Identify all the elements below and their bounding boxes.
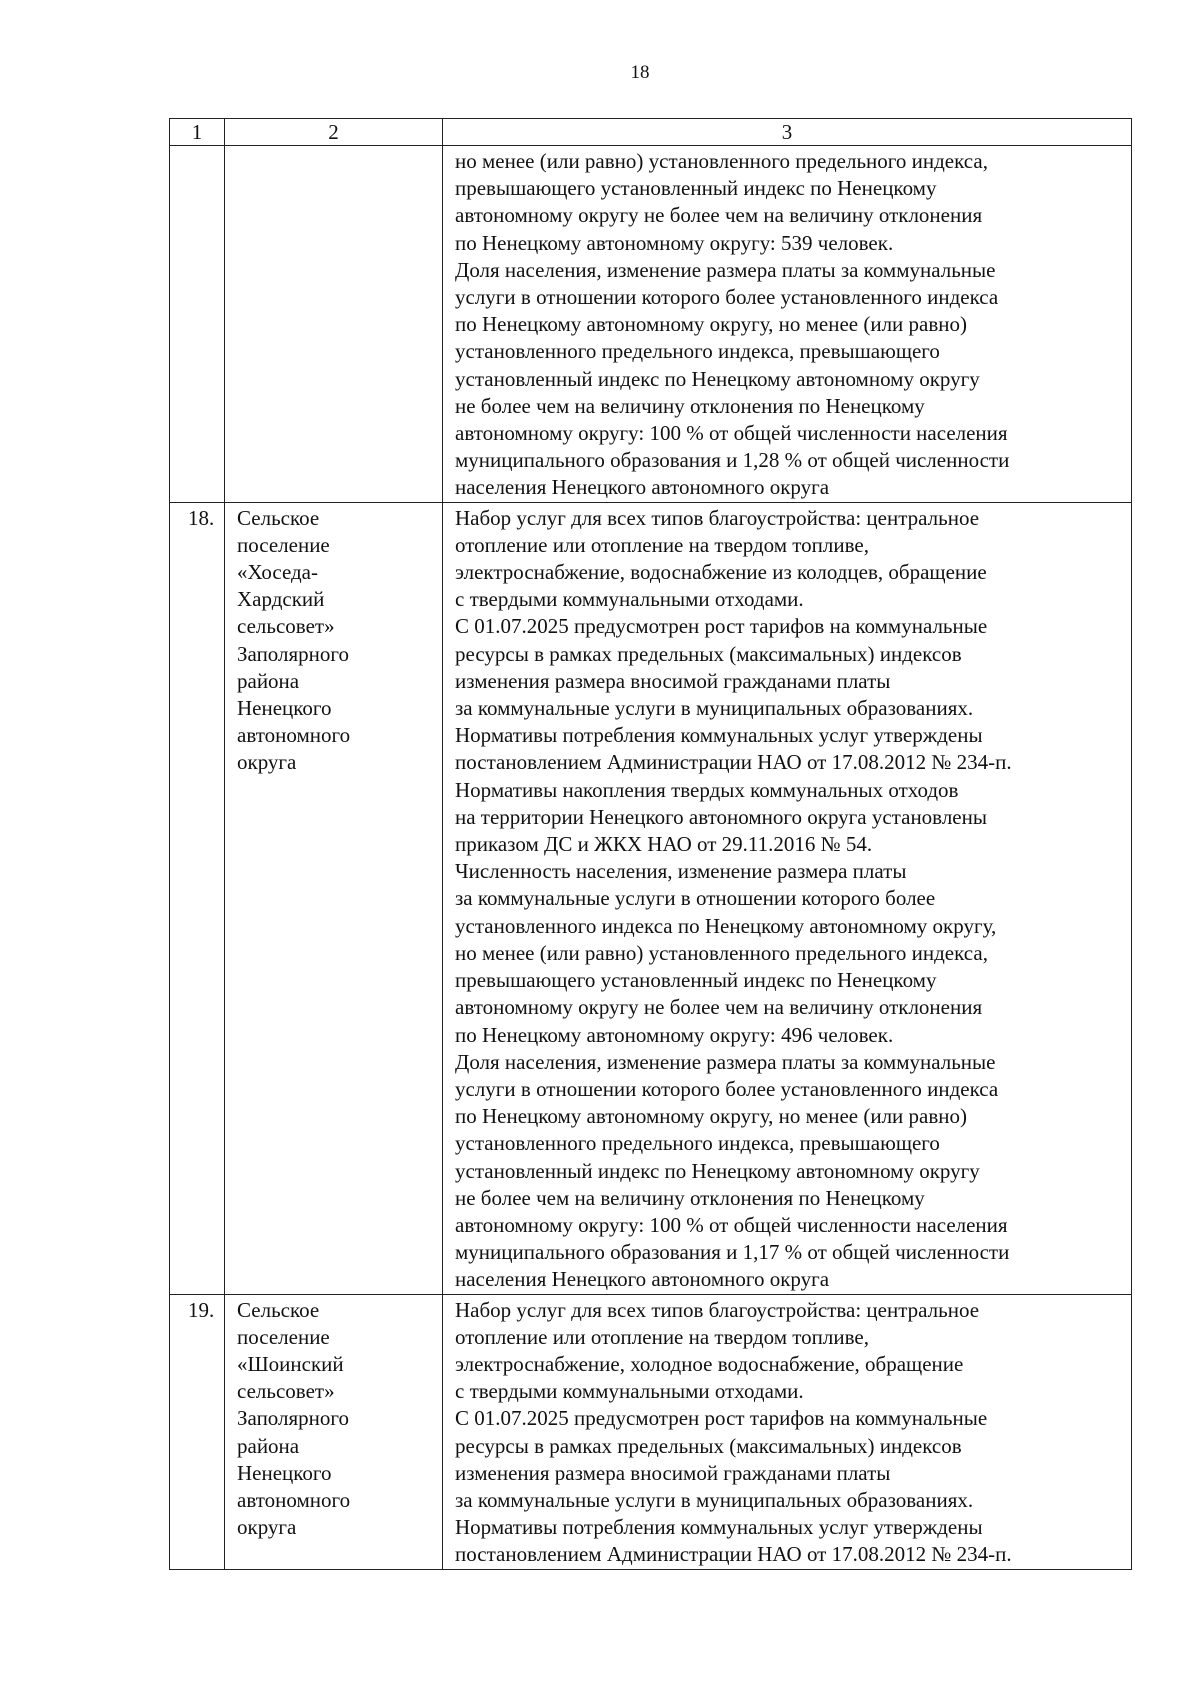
description-line: по Ненецкому автономному округу: 539 человек.	[455, 230, 894, 255]
description-line: но менее (или равно) установленного предельного индекса,	[455, 149, 988, 173]
municipality-name-line: поселение	[237, 1324, 330, 1349]
municipality-name-line: округа	[237, 1515, 297, 1540]
municipality-name-line: Хардский	[237, 587, 325, 612]
municipality-name-line: Сельское	[237, 1297, 320, 1322]
description-line: по Ненецкому автономному округу, но менее (или равно)	[455, 1104, 967, 1129]
description-line: изменения размера вносимой гражданами платы	[455, 1460, 891, 1485]
description-line: Набор услуг для всех типов благоустройства: центральное	[455, 1297, 980, 1322]
description-line: Нормативы потребления коммунальных услуг утверждены	[455, 1515, 983, 1540]
municipality-name-line: «Шоинский	[237, 1351, 344, 1376]
municipality-name	[225, 146, 443, 503]
municipality-name-line: Ненецкого	[237, 696, 332, 721]
municipality-name-line: района	[237, 1433, 300, 1458]
description-line: Численность населения, изменение размера платы	[455, 859, 907, 884]
header-col-2: 2	[225, 119, 443, 146]
municipality-name-line: поселение	[237, 532, 330, 557]
description-line: С 01.07.2025 предусмотрен рост тарифов на коммунальные	[455, 1406, 988, 1431]
description-line: автономному округу не более чем на величину отклонения	[455, 995, 983, 1020]
header-col-3: 3	[443, 119, 1132, 146]
municipality-name-line: сельсовет»	[237, 614, 335, 639]
municipality-name-line: Заполярного	[237, 641, 349, 666]
municipality-name-line: «Хоседа-	[237, 560, 318, 585]
description-line: по Ненецкому автономному округу, но менее (или равно)	[455, 312, 967, 337]
description-line: превышающего установленный индекс по Ненецкому	[455, 968, 937, 993]
description-line: Доля населения, изменение размера платы за коммунальные	[455, 1049, 996, 1074]
description-line: установленный индекс по Ненецкому автономному округу	[455, 1158, 980, 1183]
description-line: муниципального образования и 1,28 % от общей численности	[455, 448, 1010, 473]
municipality-name-line: района	[237, 668, 300, 693]
municipality-name-line: Заполярного	[237, 1406, 349, 1431]
description-line: но менее (или равно) установленного предельного индекса,	[455, 940, 988, 965]
description-line: постановлением Администрации НАО от 17.08.2012 № 234-п.	[455, 750, 1012, 775]
description-line: Нормативы потребления коммунальных услуг утверждены	[455, 723, 983, 748]
description-line: за коммунальные услуги в муниципальных образованиях.	[455, 1487, 974, 1512]
description-line: не более чем на величину отклонения по Ненецкому	[455, 393, 925, 418]
description-line: за коммунальные услуги в муниципальных образованиях.	[455, 696, 974, 721]
tariff-table	[169, 118, 1132, 1570]
description-line: автономному округу: 100 % от общей численности населения	[455, 421, 1008, 446]
description-line: установленного индекса по Ненецкому автономному округу,	[455, 913, 997, 938]
description-line: автономному округу: 100 % от общей численности населения	[455, 1212, 1008, 1237]
municipality-name-line: автономного	[237, 1487, 351, 1512]
row-number: 18.	[170, 502, 225, 1294]
description-line: установленный индекс по Ненецкому автономному округу	[455, 366, 980, 391]
description-line: населения Ненецкого автономного округа	[455, 1267, 830, 1292]
table-row	[170, 502, 1132, 1294]
description-line: автономному округу не более чем на величину отклонения	[455, 203, 983, 228]
description-line: установленного предельного индекса, превышающего	[455, 1131, 940, 1156]
description-line: населения Ненецкого автономного округа	[455, 475, 830, 500]
description-line: услуги в отношении которого более установленного индекса	[455, 1076, 999, 1101]
tariff-description	[443, 1294, 1132, 1569]
municipality-name-line: округа	[237, 750, 297, 775]
description-line: постановлением Администрации НАО от 17.08.2012 № 234-п.	[455, 1542, 1012, 1567]
description-line: муниципального образования и 1,17 % от общей численности	[455, 1240, 1010, 1265]
municipality-name-line: автономного	[237, 723, 351, 748]
table-header-row	[170, 119, 1132, 146]
page-number: 18	[630, 62, 650, 83]
description-line: электроснабжение, холодное водоснабжение, обращение	[455, 1351, 964, 1376]
table-row	[170, 146, 1132, 503]
header-col-1: 1	[170, 119, 225, 146]
description-line: по Ненецкому автономному округу: 496 человек.	[455, 1022, 894, 1047]
description-line: отопление или отопление на твердом топливе,	[455, 1324, 869, 1349]
municipality-name-line: сельсовет»	[237, 1379, 335, 1404]
description-line: ресурсы в рамках предельных (максимальных) индексов	[455, 1433, 962, 1458]
description-line: С 01.07.2025 предусмотрен рост тарифов на коммунальные	[455, 614, 988, 639]
municipality-name-line: Ненецкого	[237, 1460, 332, 1485]
table-row	[170, 1294, 1132, 1569]
description-line: Доля населения, изменение размера платы за коммунальные	[455, 257, 996, 282]
description-line: изменения размера вносимой гражданами платы	[455, 668, 891, 693]
description-line: превышающего установленный индекс по Ненецкому	[455, 176, 937, 201]
description-line: с твердыми коммунальными отходами.	[455, 587, 804, 612]
description-line: Нормативы накопления твердых коммунальных отходов	[455, 777, 959, 802]
tariff-description	[443, 502, 1132, 1294]
description-line: Набор услуг для всех типов благоустройства: центральное	[455, 505, 980, 530]
description-line: электроснабжение, водоснабжение из колодцев, обращение	[455, 560, 987, 585]
description-line: не более чем на величину отклонения по Ненецкому	[455, 1185, 925, 1210]
description-line: с твердыми коммунальными отходами.	[455, 1379, 804, 1404]
municipality-name-line: Сельское	[237, 505, 320, 530]
municipality-name	[225, 1294, 443, 1569]
description-line: приказом ДС и ЖКХ НАО от 29.11.2016 № 54.	[455, 832, 873, 857]
description-line: услуги в отношении которого более установленного индекса	[455, 285, 999, 310]
row-number	[170, 146, 225, 503]
description-line: на территории Ненецкого автономного округа установлены	[455, 804, 987, 829]
description-line: за коммунальные услуги в отношении которого более	[455, 886, 936, 911]
row-number: 19.	[170, 1294, 225, 1569]
municipality-name	[225, 502, 443, 1294]
tariff-description	[443, 146, 1132, 503]
description-line: ресурсы в рамках предельных (максимальных) индексов	[455, 641, 962, 666]
description-line: установленного предельного индекса, превышающего	[455, 339, 940, 364]
description-line: отопление или отопление на твердом топливе,	[455, 532, 869, 557]
